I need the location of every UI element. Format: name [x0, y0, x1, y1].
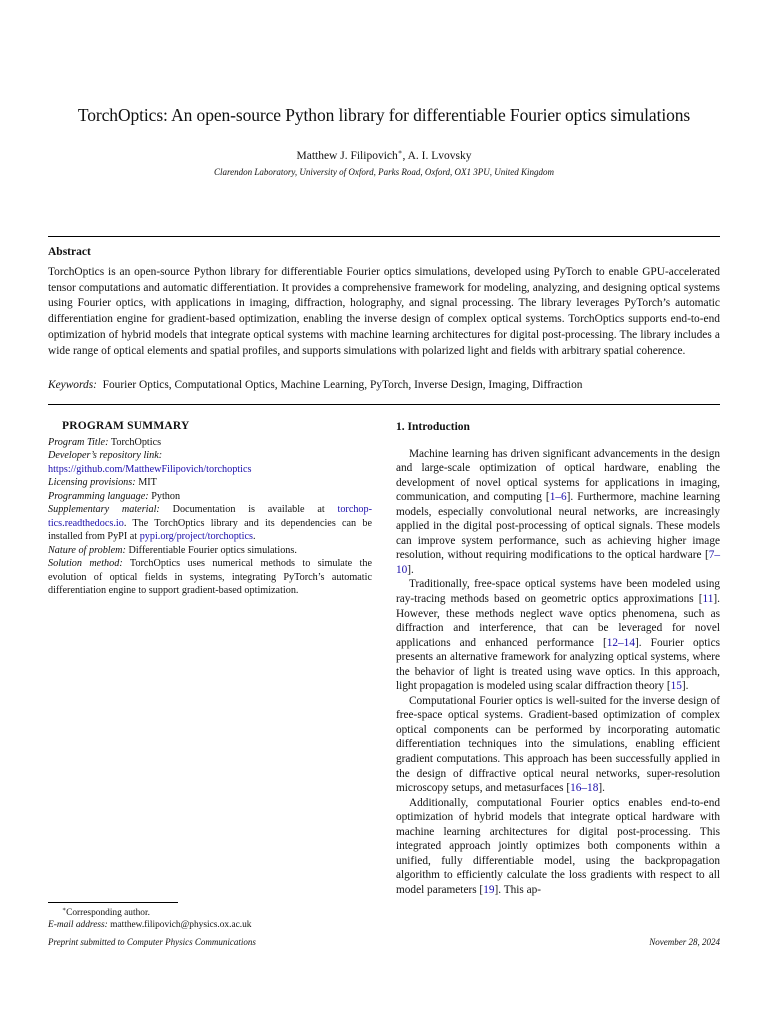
corresponding-author-note: [48, 905, 252, 920]
solution-label: Solution method:: [48, 558, 123, 569]
repo-link[interactable]: https://github.com/MatthewFilipovich/torchoptics: [48, 463, 252, 475]
intro-p1-end: ].: [407, 563, 414, 576]
supplementary-row: [48, 503, 372, 544]
affiliation: Clarendon Laboratory, University of Oxford, Parks Road, Oxford, OX1 3PU, United Kingdom: [214, 167, 554, 177]
intro-p3-end: ].: [598, 782, 605, 795]
intro-p1-text-a: Machine learning has driven significant advancements in the design and large-scale optimization of optical hardware, enabling the development of novel optical systems for applications in imaging, communication, and computing [: [396, 447, 720, 504]
language-value: Python: [151, 490, 181, 502]
paper-title: TorchOptics: An open-source Python library for differentiable Fourier optics simulations: [77, 105, 691, 125]
abstract-heading: Abstract: [48, 246, 91, 258]
author-filipovich: Matthew J. Filipovich: [296, 149, 398, 162]
author-list: [0, 148, 768, 162]
footer-date: November 28, 2024: [649, 937, 720, 947]
intro-p2-end: ].: [681, 680, 689, 693]
intro-p1-text-b: ]. Furthermore, machine learning models, especially convolutional neural networks, are increasingly applied in the digital post-processing of optical signals. These models can improve system performance, such as achieving higher image resolution, without requiring modifications to the optical hardware [: [396, 491, 720, 562]
intro-p4-text-a: Additionally, computational Fourier optics enables end-to-end optimization of hybrid models that integrate optical hardware with machine learning architectures for digital post-processing. This integrated approach jointly optimizes both components within a unified, fully differentiable model, using the backpropagation algorithm to efficiently calculate the loss gradients with respect to all model parameters [: [396, 796, 720, 896]
license-row: [48, 476, 372, 490]
license-value: MIT: [138, 477, 157, 488]
supplementary-text-a: Documentation is available at: [172, 504, 325, 515]
introduction-section: [396, 420, 720, 898]
problem-label: Nature of problem:: [48, 544, 126, 556]
intro-paragraph-3: [396, 694, 720, 796]
intro-p2-text-b: ]. However, these methods neglect wave optics phenomena, such as diffraction and interference, that can be leveraged for novel applications and enhanced performance [: [396, 593, 720, 649]
intro-p4-end: ]. This ap-: [494, 883, 542, 896]
program-summary: [48, 420, 372, 598]
license-label: Licensing provisions:: [48, 477, 136, 488]
intro-p2-text-a: Traditionally, free-space optical systems have been modeled using ray-tracing methods based on geometric optics approximations [: [396, 578, 720, 606]
abstract-text: TorchOptics is an open-source Python library for differentiable Fourier optics simulations, developed using PyTorch to enable GPU-accelerated tensor computations and automatic differentiation. It provides a comprehensive framework for modeling, analyzing, and designing optical systems using Fourier optics, with applications in imaging, diffraction, holography, and signal processing. The library leverages PyTorch’s automatic differentiation engine for gradient-based optimization, enabling the inverse design of complex optical systems. TorchOptics supports end-to-end optimization of hybrid models that integrate optical systems with machine learning architectures for digital post-processing. The library includes a wide range of optical elements and spatial profiles, and supports simulations with polarized light and fields with arbitrary spatial coherence.: [48, 266, 720, 357]
citation-12-14[interactable]: 12–14: [606, 636, 635, 649]
email-label: E-mail address:: [48, 919, 108, 930]
introduction-heading: 1. Introduction: [396, 421, 470, 433]
pypi-link[interactable]: pypi.org/project/torchoptics: [139, 531, 253, 542]
supplementary-label: Supplementary material:: [48, 504, 160, 515]
corresponding-mark: ∗: [397, 148, 403, 156]
repo-label: [48, 449, 372, 463]
citation-16-18[interactable]: 16–18: [570, 782, 599, 795]
citation-11[interactable]: 11: [702, 593, 714, 606]
program-title-value: TorchOptics: [110, 436, 162, 448]
language-label: Programming language:: [48, 490, 149, 502]
keywords-label: Keywords:: [48, 379, 97, 391]
repo-link-row: [48, 463, 372, 477]
email-address[interactable]: matthew.filipovich@physics.ox.ac.uk: [110, 919, 252, 930]
intro-paragraph-4: [396, 796, 720, 898]
language-row: [48, 490, 372, 504]
footnote: [48, 905, 252, 931]
citation-7-10[interactable]: 7–10: [396, 549, 720, 576]
docs-link[interactable]: torchop-tics.readthedocs.io: [48, 504, 373, 529]
supplementary-text-b: . The TorchOptics library and its dependencies can be installed from PyPI at: [48, 517, 372, 542]
keywords-text: Fourier Optics, Computational Optics, Machine Learning, PyTorch, Inverse Design, Imaging, Diffraction: [102, 379, 583, 391]
solution-value: TorchOptics uses numerical methods to simulate the evolution of optical fields in systems, integrating PyTorch’s automatic differentiation engine to support gradient-based optimization.: [48, 558, 372, 596]
author-lvovsky: , A. I. Lvovsky: [402, 149, 472, 162]
supplementary-text-c: .: [252, 531, 256, 542]
intro-p3-text-a: Computational Fourier optics is well-suited for the inverse design of free-space optical systems. Gradient-based optimization of complex optical components can be performed by incorporating automatic differentiation techniques into the simulations, enabling efficient gradient computations. This approach has been successfully applied in the design of diffractive optical neural networks, super-resolution microscopy setups, and metasurfaces [: [396, 694, 720, 795]
solution-row: [48, 557, 372, 598]
footnote-text: Corresponding author.: [66, 908, 150, 919]
intro-paragraph-2: [396, 577, 720, 693]
intro-paragraph-1: [396, 447, 720, 578]
program-title-row: [48, 436, 372, 450]
footer-preprint-note: Preprint submitted to Computer Physics Communications: [48, 937, 256, 947]
abstract-top-rule: [48, 236, 720, 237]
keywords: [48, 378, 720, 394]
program-title-label: Program Title:: [48, 436, 109, 448]
program-summary-heading: PROGRAM SUMMARY: [62, 420, 190, 432]
email-note: [48, 920, 252, 932]
abstract-bottom-rule: [48, 404, 720, 405]
footnote-mark: ∗: [62, 907, 67, 913]
citation-1-6[interactable]: 1–6: [549, 491, 567, 504]
problem-row: [48, 544, 372, 558]
citation-15[interactable]: 15: [670, 680, 682, 693]
citation-19[interactable]: 19: [483, 883, 495, 896]
footnote-rule: [48, 902, 178, 903]
problem-value: Differentiable Fourier optics simulations.: [128, 544, 297, 556]
repo-label-text: Developer’s repository link:: [48, 450, 163, 461]
intro-p2-text-c: ]. Fourier optics presents an alternative framework for analyzing optical systems, where the behavior of light is treated using wave optics. In this approach, light propagation is modeled using scalar diffraction theory [: [396, 636, 720, 693]
